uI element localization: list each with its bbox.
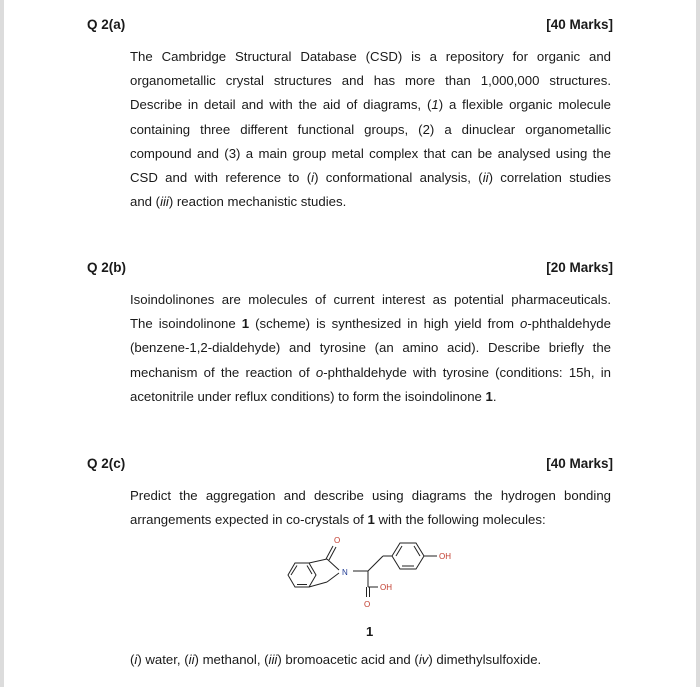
isoindolinone-structure-diagram (280, 535, 470, 615)
benzene-ring-right (392, 543, 424, 569)
question-2c-molecules (130, 648, 600, 672)
text-line: compound and (3) a main group metal complex that can be analysed using the (130, 145, 611, 161)
question-label: Q 2(b) (87, 260, 126, 275)
text-line: arrangements expected in co-crystals of 1 with the following molecules: (130, 512, 546, 528)
question-2b-header (87, 260, 613, 280)
question-marks: [20 Marks] (546, 260, 613, 275)
compound-number-label: 1 (366, 624, 374, 639)
carbonyl-oxygen-label: O (364, 600, 371, 609)
text-line: and (iii) reaction mechanistic studies. (130, 194, 347, 210)
text-line: containing three different functional groups, (2) a dinuclear organometallic (130, 121, 611, 137)
right-page-edge (696, 0, 700, 687)
benzene-ring-left (288, 563, 316, 587)
text-line: organometallic crystal structures and has more than 1,000,000 structures. (130, 73, 611, 89)
acid-hydroxyl-label: OH (380, 583, 392, 592)
text-line: The Cambridge Structural Database (CSD) is a repository for organic and (130, 49, 611, 64)
text-line: (benzene-1,2-dialdehyde) and tyrosine (an amino acid). Describe briefly the (130, 340, 611, 356)
text-line: The isoindolinone 1 (scheme) is synthesized in high yield from o-phthaldehyde (130, 316, 611, 332)
hydroxyl-label: OH (439, 552, 451, 561)
text-line: Predict the aggregation and describe using diagrams the hydrogen bonding (130, 488, 611, 503)
question-2b-text (130, 288, 611, 409)
text-line: mechanism of the reaction of o-phthaldehyde with tyrosine (conditions: 15h, in (130, 364, 611, 380)
nitrogen-label: N (342, 568, 348, 577)
question-2c-header (87, 456, 613, 476)
question-label: Q 2(c) (87, 456, 126, 471)
question-2a-header (87, 17, 613, 37)
question-label: Q 2(a) (87, 17, 126, 32)
text-line: Describe in detail and with the aid of diagrams, (1) a flexible organic molecule (130, 97, 611, 113)
text-line: Isoindolinones are molecules of current interest as potential pharmaceuticals. (130, 292, 611, 307)
text-line: (i) water, (ii) methanol, (iii) bromoacetic acid and (iv) dimethylsulfoxide. (130, 652, 542, 667)
oxygen-label: O (334, 536, 341, 545)
text-line: acetonitrile under reflux conditions) to form the isoindolinone 1. (130, 388, 497, 404)
question-2a-text (130, 45, 611, 214)
left-page-edge (0, 0, 4, 687)
question-2c-text (130, 484, 611, 532)
text-line: CSD and with reference to (i) conformational analysis, (ii) correlation studies (130, 169, 611, 185)
question-marks: [40 Marks] (546, 456, 613, 471)
question-marks: [40 Marks] (546, 17, 613, 32)
